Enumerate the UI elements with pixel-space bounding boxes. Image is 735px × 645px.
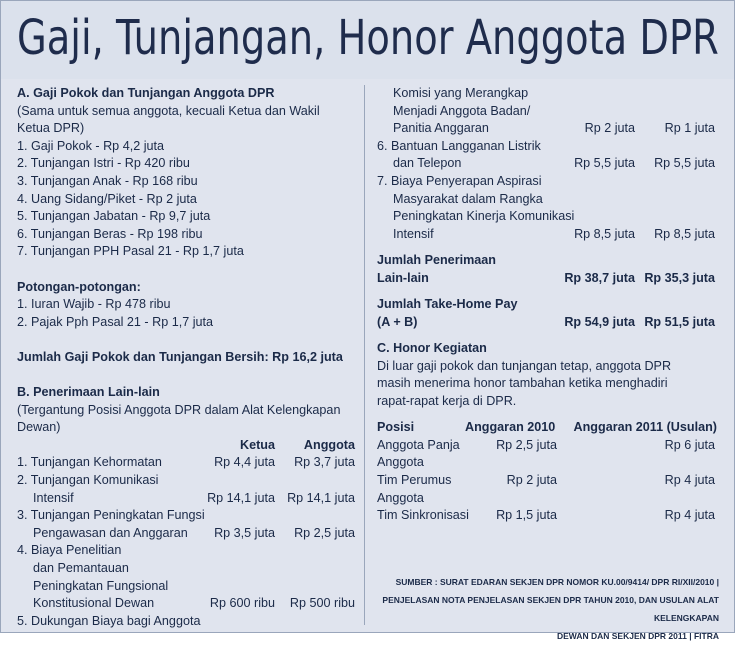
allowance-label: dan Pemantauan <box>33 561 129 576</box>
section-a-note: (Sama untuk semua anggota, kecuali Ketua dan Wakil <box>17 103 320 118</box>
allowance-label: Komisi yang Merangkap <box>393 86 529 100</box>
ketua-total: Rp 38,7 juta <box>564 270 635 285</box>
allowance-label: Masyarakat dalam Rangka <box>393 191 543 206</box>
deduction-item: 2. Pajak Pph Pasal 21 - Rp 1,7 juta <box>17 314 214 329</box>
column-divider <box>364 85 365 625</box>
allowance-row <box>17 525 357 543</box>
allowance-label: Intensif <box>33 490 74 505</box>
position-label: Anggota <box>377 455 424 470</box>
page-title: Gaji, Tunjangan, Honor Anggota DPR <box>17 10 719 66</box>
source-line: DEWAN DAN SEKJEN DPR 2011 | FITRA <box>556 631 719 641</box>
deductions-heading: Potongan-potongan: <box>17 279 141 294</box>
ketua-value: Rp 8,5 juta <box>574 226 635 241</box>
ketua-value: Rp 14,1 juta <box>207 490 275 505</box>
value-2010: Rp 2 juta <box>506 473 557 488</box>
allowance-label: Intensif <box>393 226 434 241</box>
allowance-row <box>377 155 717 173</box>
value-2011: Rp 4 juta <box>664 473 715 488</box>
allowance-row <box>17 595 357 613</box>
allowance-label: 1. Tunjangan Kehormatan <box>17 455 162 470</box>
anggaran-2010-header: Anggaran 2010 <box>465 420 556 435</box>
ketua-take-home: Rp 54,9 juta <box>564 314 635 329</box>
allowance-row <box>377 120 717 138</box>
deduction-item: 1. Iuran Wajib - Rp 478 ribu <box>17 297 171 312</box>
section-a-note: Ketua DPR) <box>17 121 85 136</box>
anggota-column-header: Anggota <box>303 437 355 452</box>
take-home-pay-row <box>377 314 717 332</box>
allowance-label: 2. Tunjangan Komunikasi <box>17 473 159 488</box>
section-b-note: Dewan) <box>17 420 61 435</box>
section-c-heading: C. Honor Kegiatan <box>377 341 487 356</box>
salary-item: 6. Tunjangan Beras - Rp 198 ribu <box>17 226 203 241</box>
ketua-value: Rp 3,5 juta <box>214 525 275 540</box>
anggaran-2011-header: Anggaran 2011 (Usulan) <box>573 420 717 435</box>
section-c-text: rapat-rapat kerja di DPR. <box>377 393 517 408</box>
position-label: Tim Sinkronisasi <box>377 508 469 523</box>
honor-row <box>377 507 717 525</box>
salary-item: 5. Tunjangan Jabatan - Rp 9,7 juta <box>17 209 211 224</box>
value-2010: Rp 1,5 juta <box>496 508 557 523</box>
allowance-label: Peningkatan Fungsional <box>33 578 169 593</box>
section-b-heading: B. Penerimaan Lain-lain <box>17 385 160 400</box>
section-c-text: Di luar gaji pokok dan tunjangan tetap, anggota DPR <box>377 358 672 373</box>
other-income-total-row <box>377 270 717 288</box>
position-label: Anggota <box>377 490 424 505</box>
salary-item: 2. Tunjangan Istri - Rp 420 ribu <box>17 156 190 171</box>
right-column <box>377 85 717 525</box>
value-2010: Rp 2,5 juta <box>496 437 557 452</box>
section-b-note: (Tergantung Posisi Anggota DPR dalam Alat Kelengkapan <box>17 402 341 417</box>
ketua-value: Rp 600 ribu <box>209 596 275 611</box>
header-band <box>1 1 734 79</box>
anggota-value: Rp 500 ribu <box>289 596 355 611</box>
allowance-label: 4. Biaya Penelitian <box>17 543 122 558</box>
take-home-pay-label: (A + B) <box>377 314 418 329</box>
allowance-row <box>17 454 357 472</box>
source-credit <box>377 573 719 645</box>
position-label: Anggota Panja <box>377 437 460 452</box>
allowance-label: 5. Dukungan Biaya bagi Anggota <box>17 613 201 628</box>
ketua-value: Rp 4,4 juta <box>214 455 275 470</box>
ketua-column-header: Ketua <box>240 437 275 452</box>
left-column <box>17 85 357 630</box>
allowance-label: Menjadi Anggota Badan/ <box>393 103 531 118</box>
anggota-total: Rp 35,3 juta <box>644 270 715 285</box>
salary-item: 3. Tunjangan Anak - Rp 168 ribu <box>17 173 198 188</box>
anggota-value: Rp 5,5 juta <box>654 156 715 171</box>
value-2011: Rp 6 juta <box>664 437 715 452</box>
posisi-column-header: Posisi <box>377 420 415 435</box>
allowance-label: 6. Bantuan Langganan Listrik <box>377 138 541 153</box>
anggota-value: Rp 2,5 juta <box>294 525 355 540</box>
honor-row <box>377 472 717 490</box>
allowance-label: Pengawasan dan Anggaran <box>33 525 188 540</box>
salary-item: 7. Tunjangan PPH Pasal 21 - Rp 1,7 juta <box>17 244 244 259</box>
source-line: SUMBER : SURAT EDARAN SEKJEN DPR NOMOR KU.00/9414/ DPR RI/XII/2010 | <box>395 577 719 587</box>
net-salary-total: Jumlah Gaji Pokok dan Tunjangan Bersih: Rp 16,2 juta <box>17 349 343 364</box>
allowance-label: dan Telepon <box>393 156 462 171</box>
anggota-value: Rp 14,1 juta <box>287 490 355 505</box>
ketua-value: Rp 2 juta <box>584 121 635 136</box>
anggota-value: Rp 1 juta <box>664 121 715 136</box>
salary-item: 1. Gaji Pokok - Rp 4,2 juta <box>17 138 164 153</box>
section-b-column-headers <box>17 437 357 455</box>
value-2011: Rp 4 juta <box>664 508 715 523</box>
allowance-label: Peningkatan Kinerja Komunikasi <box>393 209 575 224</box>
anggota-take-home: Rp 51,5 juta <box>644 314 715 329</box>
position-label: Tim Perumus <box>377 473 452 488</box>
honor-column-headers <box>377 419 717 437</box>
other-income-total-label: Jumlah Penerimaan <box>377 253 496 268</box>
salary-item: 4. Uang Sidang/Piket - Rp 2 juta <box>17 191 197 206</box>
section-a-heading: A. Gaji Pokok dan Tunjangan Anggota DPR <box>17 86 275 100</box>
allowance-label: 3. Tunjangan Peningkatan Fungsi <box>17 508 205 523</box>
allowance-row <box>17 490 357 508</box>
allowance-label: Panitia Anggaran <box>393 121 489 136</box>
allowance-label: Konstitusional Dewan <box>33 596 155 611</box>
section-c-text: masih menerima honor tambahan ketika menghadiri <box>377 376 668 391</box>
allowance-label: 7. Biaya Penyerapan Aspirasi <box>377 173 542 188</box>
other-income-total-label: Lain-lain <box>377 270 429 285</box>
honor-row <box>377 437 717 455</box>
ketua-value: Rp 5,5 juta <box>574 156 635 171</box>
source-line: PENJELASAN NOTA PENJELASAN SEKJEN DPR TAHUN 2010, DAN USULAN ALAT KELENGKAPAN <box>382 595 719 623</box>
anggota-value: Rp 8,5 juta <box>654 226 715 241</box>
allowance-row <box>377 226 717 244</box>
anggota-value: Rp 3,7 juta <box>294 455 355 470</box>
take-home-pay-label: Jumlah Take-Home Pay <box>377 297 518 312</box>
